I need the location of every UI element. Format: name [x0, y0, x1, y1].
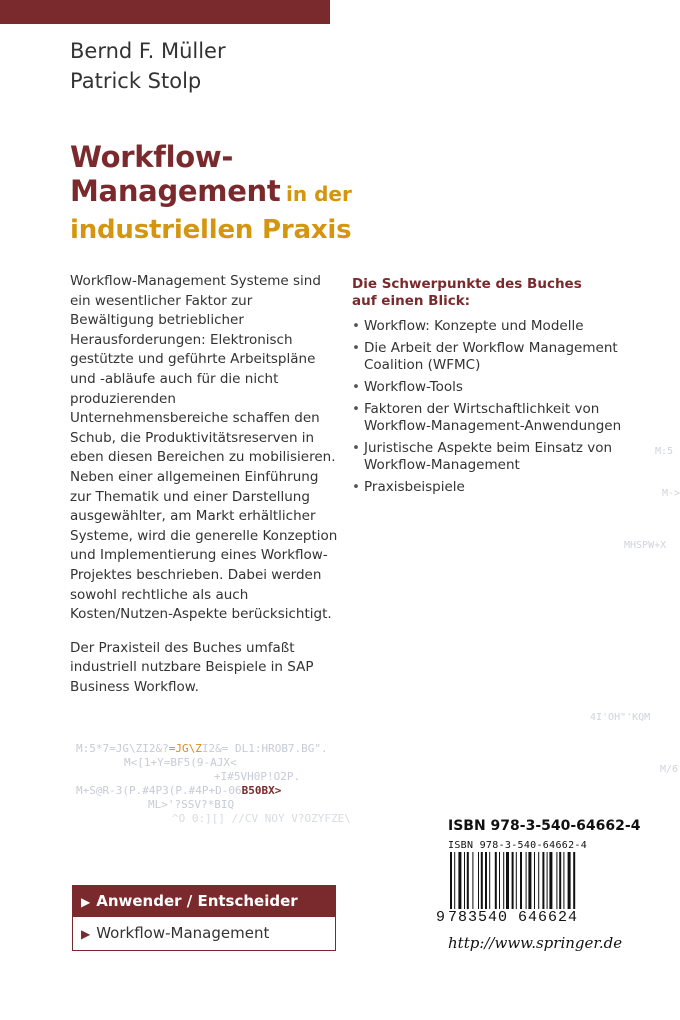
- code-line-4a: M+S@R-3(P.#4P3(P.#4P+D-06: [76, 784, 242, 797]
- description-paragraph-1: Workflow-Management Systeme sind ein wesentlicher Faktor zur Bewältigung betrieblicher Herausforderungen: Elektronisch gestützte und geführte Arbeitspläne und -abläufe auch für die nicht produzierenden Unternehmensbereiche schaffen den Schub, die Produktivitätsreserven in eben diesen Bereichen zu mobilisieren. Neben einer allgemeinen Einführung zur Thematik und einer Darstellung ausgewählter, am Markt erhältlicher Systeme, wird die generelle Konzeption und Implementierung eines Workflow-Projektes beschrieben. Dabei werden sowohl rechtliche als auch Kosten/Nutzen-Aspekte berücksichtigt.: [70, 273, 338, 623]
- margin-code-2: M->: [662, 488, 680, 499]
- title-line-3: industriellen Praxis: [70, 215, 352, 245]
- highlights-list: [352, 318, 652, 496]
- margin-code-1: M:5: [655, 446, 674, 457]
- code-line-1b: I2&= DL1:HROB7.BG".: [201, 742, 328, 755]
- title-line-2: Management: [70, 174, 281, 208]
- code-line-1-highlight: =JG\Z: [168, 742, 202, 755]
- book-title: [70, 140, 352, 247]
- category-box: [72, 885, 336, 951]
- publisher-url[interactable]: http://www.springer.de: [448, 934, 623, 952]
- top-color-bar: [0, 0, 330, 24]
- isbn-small: ISBN 978-3-540-64662-4: [448, 840, 588, 851]
- list-item: • Die Arbeit der Workflow Management Coalition (WFMC): [352, 340, 652, 374]
- category-secondary: [73, 917, 335, 950]
- isbn-bold: ISBN 978-3-540-64662-4: [448, 818, 641, 834]
- code-line-3: +I#5VH0P!O2P.: [214, 770, 301, 783]
- margin-code-3: MHSPW+X: [624, 540, 667, 551]
- list-item: • Praxisbeispiele: [352, 479, 652, 496]
- list-item: • Juristische Aspekte beim Einsatz von Workflow-Management: [352, 440, 652, 474]
- highlights-heading-line-2: auf einen Blick:: [352, 293, 471, 309]
- category-primary-label: Anwender / Entscheider: [96, 892, 298, 910]
- title-line-2-suffix: in der: [286, 182, 352, 206]
- authors: [70, 36, 226, 96]
- triangle-right-icon: ▶: [81, 927, 91, 941]
- code-line-2: M<[1+Y=BF5(9-AJX<: [124, 756, 237, 769]
- list-item: • Workflow-Tools: [352, 379, 652, 396]
- decorative-code-art: [76, 742, 351, 826]
- margin-code-5: M/6: [660, 764, 679, 775]
- highlights: [352, 276, 652, 501]
- list-item: • Workflow: Konzepte und Modelle: [352, 318, 652, 335]
- author-1: Bernd F. Müller: [70, 39, 226, 63]
- margin-code-4: 4I'OH"'KQM: [590, 712, 651, 723]
- code-line-5: ML>'?SSV?*BIQ: [148, 798, 235, 811]
- highlights-heading-line-1: Die Schwerpunkte des Buches: [352, 276, 582, 292]
- title-line-1: Workflow-: [70, 140, 234, 174]
- description: [70, 272, 338, 711]
- category-secondary-label: Workflow-Management: [96, 924, 270, 942]
- description-paragraph-2: Der Praxisteil des Buches umfaßt industriell nutzbare Beispiele in SAP Business Workflow.: [70, 639, 314, 695]
- code-line-6: ^O 0:][] //CV NOY V?OZYFZE\: [172, 812, 351, 825]
- author-2: Patrick Stolp: [70, 69, 202, 93]
- code-line-1a: M:5*7=JG\ZI2&?: [76, 742, 169, 755]
- highlights-heading: [352, 276, 652, 310]
- list-item: • Faktoren der Wirtschaftlichkeit von Workflow-Management-Anwendungen: [352, 401, 652, 435]
- barcode-digits: 783540 646624: [448, 909, 579, 926]
- code-line-4-highlight: B50BX>: [241, 784, 282, 797]
- category-primary: [73, 886, 335, 917]
- triangle-right-icon: ▶: [81, 895, 91, 909]
- barcode-first-digit: 9: [436, 909, 446, 926]
